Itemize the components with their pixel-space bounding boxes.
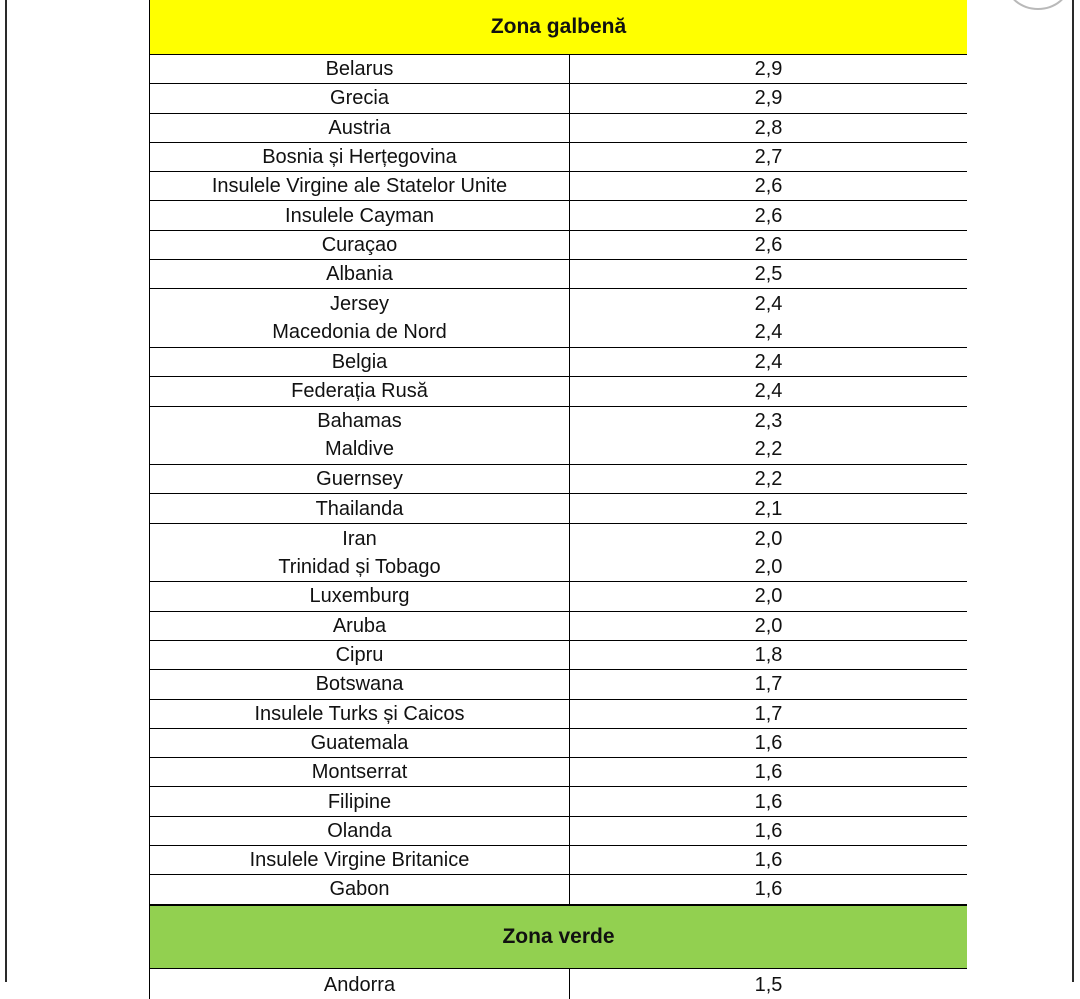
country-name: Belgia (331, 351, 388, 374)
country-name: Aruba (332, 614, 387, 637)
country-name: Iran (342, 527, 377, 550)
value-cell (570, 846, 967, 874)
value-cell (570, 641, 967, 669)
incidence-value: 2,6 (754, 175, 783, 198)
country-name: Insulele Virgine Britanice (249, 849, 470, 872)
country-cell (149, 700, 570, 728)
country-cell (149, 494, 570, 522)
country-name: Jersey (330, 293, 389, 316)
country-name: Guernsey (316, 468, 403, 491)
corner-circle-icon (1006, 0, 1070, 10)
table-row (149, 407, 967, 466)
table-row (149, 231, 967, 260)
country-name: Bahamas (317, 410, 402, 433)
table-row (149, 377, 967, 406)
country-name: Federația Rusă (291, 380, 428, 403)
incidence-value: 2,9 (754, 58, 783, 81)
country-cell (149, 377, 570, 405)
value-cell (570, 875, 967, 903)
country-cell (149, 407, 570, 465)
value-cell (570, 465, 967, 493)
value-cell (570, 670, 967, 698)
country-cell (149, 729, 570, 757)
country-name: Grecia (330, 87, 389, 110)
value-cell (570, 758, 967, 786)
country-name: Montserrat (311, 761, 408, 784)
country-name: Macedonia de Nord (272, 321, 447, 344)
country-incidence-table (149, 0, 967, 999)
country-cell (149, 143, 570, 171)
incidence-value: 2,4 (754, 321, 783, 344)
value-cell (570, 582, 967, 610)
incidence-value: 1,7 (754, 702, 783, 725)
table-row (149, 524, 967, 583)
value-cell (570, 969, 967, 999)
incidence-value: 1,6 (754, 731, 783, 754)
incidence-value: 2,0 (754, 555, 783, 578)
value-cell (570, 348, 967, 376)
table-row (149, 465, 967, 494)
table-row (149, 55, 967, 84)
page-border-left (5, 0, 7, 982)
table-row (149, 348, 967, 377)
incidence-value: 1,5 (754, 973, 783, 996)
value-cell (570, 787, 967, 815)
value-cell (570, 407, 967, 465)
table-row (149, 201, 967, 230)
incidence-value: 2,5 (754, 263, 783, 286)
incidence-value: 2,6 (754, 233, 783, 256)
country-cell (149, 846, 570, 874)
value-cell (570, 260, 967, 288)
table-row (149, 260, 967, 289)
table-row (149, 641, 967, 670)
country-cell (149, 231, 570, 259)
country-name: Trinidad și Tobago (278, 555, 441, 578)
country-name: Austria (328, 116, 391, 139)
country-cell (149, 969, 570, 999)
incidence-value: 2,4 (754, 380, 783, 403)
green-zone-rows (149, 969, 967, 999)
table-row (149, 846, 967, 875)
incidence-value: 2,2 (754, 438, 783, 461)
country-name: Gabon (329, 878, 390, 901)
value-cell (570, 524, 967, 582)
country-cell (149, 172, 570, 200)
value-cell (570, 84, 967, 112)
country-cell (149, 641, 570, 669)
country-cell (149, 348, 570, 376)
value-cell (570, 729, 967, 757)
incidence-value: 1,6 (754, 761, 783, 784)
incidence-value: 2,2 (754, 468, 783, 491)
value-cell (570, 494, 967, 522)
table-row (149, 143, 967, 172)
table-row (149, 787, 967, 816)
yellow-zone-header (149, 0, 967, 55)
table-row (149, 172, 967, 201)
country-cell (149, 787, 570, 815)
incidence-value: 2,0 (754, 527, 783, 550)
country-cell (149, 260, 570, 288)
country-name: Luxemburg (309, 585, 410, 608)
country-cell (149, 758, 570, 786)
green-zone-header (149, 905, 967, 969)
country-name: Insulele Virgine ale Statelor Unite (211, 175, 508, 198)
table-row (149, 969, 967, 999)
table-row (149, 289, 967, 348)
value-cell (570, 700, 967, 728)
country-cell (149, 612, 570, 640)
incidence-value: 2,6 (754, 204, 783, 227)
table-row (149, 729, 967, 758)
country-cell (149, 817, 570, 845)
value-cell (570, 231, 967, 259)
value-cell (570, 55, 967, 83)
value-cell (570, 289, 967, 347)
country-name: Cipru (335, 644, 384, 667)
incidence-value: 2,3 (754, 410, 783, 433)
table-row (149, 494, 967, 523)
page-border-right (1072, 0, 1074, 982)
table-row (149, 84, 967, 113)
table-row (149, 582, 967, 611)
table-row (149, 700, 967, 729)
incidence-value: 2,4 (754, 293, 783, 316)
incidence-value: 2,9 (754, 87, 783, 110)
country-name: Maldive (325, 438, 394, 461)
country-cell (149, 670, 570, 698)
country-name: Insulele Cayman (285, 204, 434, 227)
incidence-value: 1,6 (754, 849, 783, 872)
green-zone-title: Zona verde (502, 924, 615, 948)
country-cell (149, 201, 570, 229)
country-name: Filipine (327, 790, 392, 813)
table-row (149, 817, 967, 846)
table-row (149, 758, 967, 787)
value-cell (570, 201, 967, 229)
country-name: Guatemala (310, 731, 409, 754)
country-name: Belarus (325, 58, 394, 81)
incidence-value: 2,8 (754, 116, 783, 139)
value-cell (570, 114, 967, 142)
country-cell (149, 465, 570, 493)
yellow-zone-rows (149, 55, 967, 905)
value-cell (570, 817, 967, 845)
incidence-value: 1,6 (754, 878, 783, 901)
incidence-value: 2,0 (754, 585, 783, 608)
incidence-value: 1,8 (754, 644, 783, 667)
country-name: Curaçao (321, 233, 398, 256)
value-cell (570, 143, 967, 171)
incidence-value: 1,7 (754, 673, 783, 696)
country-cell (149, 114, 570, 142)
country-name: Thailanda (315, 497, 404, 520)
country-name: Olanda (327, 819, 392, 842)
country-cell (149, 875, 570, 903)
incidence-value: 1,6 (754, 790, 783, 813)
table-row (149, 114, 967, 143)
yellow-zone-title: Zona galbenă (490, 15, 627, 38)
incidence-value: 2,7 (754, 146, 783, 169)
incidence-value: 1,6 (754, 819, 783, 842)
incidence-value: 2,0 (754, 614, 783, 637)
country-cell (149, 582, 570, 610)
table-row (149, 670, 967, 699)
country-name: Botswana (315, 673, 404, 696)
country-cell (149, 289, 570, 347)
value-cell (570, 612, 967, 640)
country-cell (149, 84, 570, 112)
incidence-value: 2,4 (754, 351, 783, 374)
country-cell (149, 55, 570, 83)
value-cell (570, 172, 967, 200)
value-cell (570, 377, 967, 405)
table-row (149, 875, 967, 904)
country-name: Insulele Turks și Caicos (254, 702, 465, 725)
country-name: Albania (326, 263, 393, 286)
table-row (149, 612, 967, 641)
incidence-value: 2,1 (754, 497, 783, 520)
country-name: Bosnia și Herțegovina (262, 146, 457, 169)
country-name: Andorra (323, 973, 396, 996)
country-cell (149, 524, 570, 582)
